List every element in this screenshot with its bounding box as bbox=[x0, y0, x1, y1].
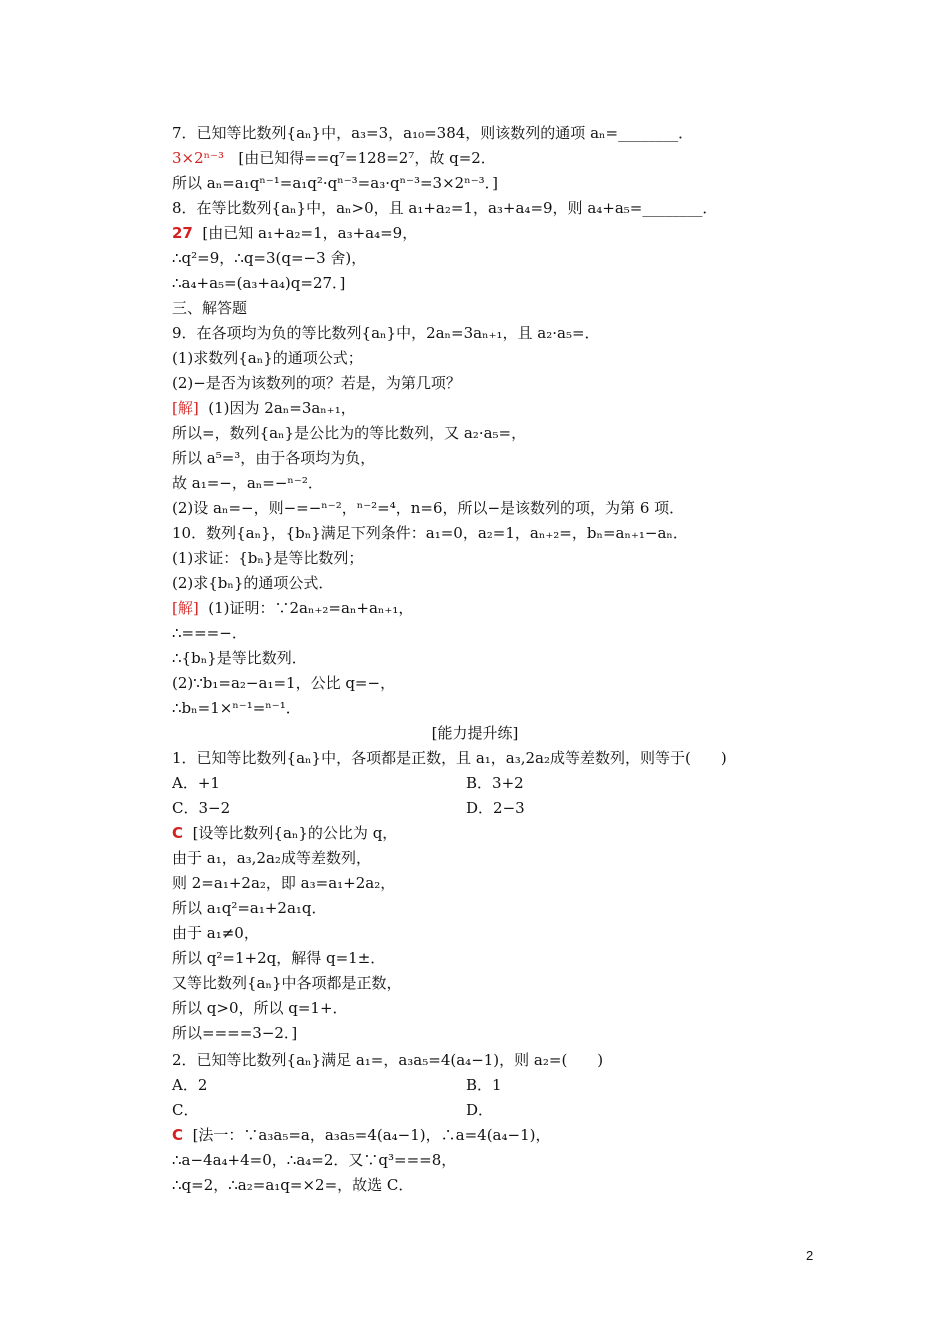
solution-tag-9: [解] bbox=[172, 399, 199, 417]
answer-7-line bbox=[172, 148, 812, 168]
answer-2-cont-1: ∴a−4a₄+4=0，∴a₄=2．又∵q³===8， bbox=[172, 1151, 457, 1169]
answer-7-value: 3×2ⁿ⁻³ bbox=[172, 149, 225, 167]
solution-tag-10: [解] bbox=[172, 599, 199, 617]
section-title-ability: [能力提升练] bbox=[431, 724, 519, 742]
question-1: 1．已知等比数列{aₙ}中，各项都是正数，且 a₁，a₃,2a₂成等差数列，则等于( ) bbox=[172, 749, 727, 767]
option-1-d: D．2−3 bbox=[466, 799, 525, 817]
question-7: 7．已知等比数列{aₙ}中，a₃=3，a₁₀=384，则该数列的通项 aₙ=________． bbox=[172, 124, 694, 142]
solution-10-text: (1)证明：∵2aₙ₊₂=aₙ+aₙ₊₁， bbox=[208, 599, 414, 617]
answer-8-explanation: [由已知 a₁+a₂=1，a₃+a₄=9， bbox=[202, 224, 418, 242]
answer-7-cont: 所以 aₙ=a₁qⁿ⁻¹=a₁q²·qⁿ⁻³=a₃·qⁿ⁻³=3×2ⁿ⁻³．] bbox=[172, 174, 498, 192]
question-9-part-2: (2)−是否为该数列的项？若是，为第几项？ bbox=[172, 374, 461, 392]
option-2-b: B．1 bbox=[466, 1076, 502, 1094]
section-heading-jieda: 三、解答题 bbox=[172, 299, 248, 317]
solution-9-text: (1)因为 2aₙ=3aₙ₊₁， bbox=[208, 399, 356, 417]
answer-1-cont-5: 所以 q²=1+2q，解得 q=1±． bbox=[172, 949, 386, 967]
option-2-c: C． bbox=[172, 1101, 199, 1119]
solution-9-line-4: 故 a₁=−，aₙ=−ⁿ⁻²． bbox=[172, 474, 323, 492]
answer-1-explanation: [设等比数列{aₙ}的公比为 q， bbox=[192, 824, 398, 842]
solution-10-line-3: ∴{bₙ}是等比数列． bbox=[172, 649, 307, 667]
answer-7-explanation: [由已知得==q⁷=128=2⁷，故 q=2． bbox=[238, 149, 496, 167]
options-1-row-1 bbox=[172, 773, 812, 793]
answer-1-cont-8: 所以====3−2．] bbox=[172, 1024, 298, 1042]
answer-8-line bbox=[172, 223, 812, 243]
option-1-b: B．3+2 bbox=[466, 774, 524, 792]
question-8: 8．在等比数列{aₙ}中，aₙ>0，且 a₁+a₂=1，a₃+a₄=9，则 a₄+a₅=________． bbox=[172, 199, 718, 217]
question-10-part-2: (2)求{bₙ}的通项公式． bbox=[172, 574, 334, 592]
answer-1-choice: C bbox=[172, 824, 184, 842]
option-1-c: C．3−2 bbox=[172, 799, 231, 817]
solution-10-line-1 bbox=[172, 598, 812, 618]
answer-1-cont-4: 由于 a₁≠0， bbox=[172, 924, 259, 942]
solution-10-line-2: ∴===−． bbox=[172, 624, 247, 642]
option-1-a: A．+1 bbox=[172, 774, 220, 792]
solution-9-line-5: (2)设 aₙ=−，则−=−ⁿ⁻²，ⁿ⁻²=⁴，n=6，所以−是该数列的项，为第 6 项． bbox=[172, 499, 685, 517]
solution-9-line-2: 所以=，数列{aₙ}是公比为的等比数列，又 a₂·a₅=， bbox=[172, 424, 527, 442]
answer-2-line bbox=[172, 1125, 812, 1145]
answer-8-value: 27 bbox=[172, 224, 193, 242]
answer-2-choice: C bbox=[172, 1126, 184, 1144]
options-2-row-1 bbox=[172, 1075, 812, 1095]
answer-2-cont-2: ∴q=2，∴a₂=a₁q=×2=，故选 C． bbox=[172, 1176, 414, 1194]
answer-8-cont-2: ∴a₄+a₅=(a₃+a₄)q=27．] bbox=[172, 274, 346, 292]
answer-1-cont-3: 所以 a₁q²=a₁+2a₁q． bbox=[172, 899, 327, 917]
question-10-part-1: (1)求证：{bₙ}是等比数列； bbox=[172, 549, 364, 567]
answer-8-cont-1: ∴q²=9，∴q=3(q=−3 舍)， bbox=[172, 249, 367, 267]
question-9-part-1: (1)求数列{aₙ}的通项公式； bbox=[172, 349, 363, 367]
answer-1-cont-7: 所以 q>0，所以 q=1+． bbox=[172, 999, 348, 1017]
answer-1-cont-1: 由于 a₁，a₃,2a₂成等差数列， bbox=[172, 849, 371, 867]
question-9: 9．在各项均为负的等比数列{aₙ}中，2aₙ=3aₙ₊₁，且 a₂·a₅=． bbox=[172, 324, 600, 342]
answer-1-cont-6: 又等比数列{aₙ}中各项都是正数， bbox=[172, 974, 402, 992]
options-1-row-2 bbox=[172, 798, 812, 818]
page-number: 2 bbox=[806, 1248, 814, 1263]
answer-1-cont-2: 则 2=a₁+2a₂，即 a₃=a₁+2a₂， bbox=[172, 874, 396, 892]
solution-9-line-3: 所以 a⁵=³，由于各项均为负， bbox=[172, 449, 376, 467]
answer-1-line bbox=[172, 823, 812, 843]
question-10: 10．数列{aₙ}，{bₙ}满足下列条件：a₁=0，a₂=1，aₙ₊₂=，bₙ=aₙ₊₁−aₙ． bbox=[172, 524, 688, 542]
option-2-d: D． bbox=[466, 1101, 494, 1119]
solution-10-line-5: ∴bₙ=1×ⁿ⁻¹=ⁿ⁻¹． bbox=[172, 699, 301, 717]
options-2-row-2 bbox=[172, 1100, 812, 1120]
solution-9-line-1 bbox=[172, 398, 812, 418]
solution-10-line-4: (2)∵b₁=a₂−a₁=1，公比 q=−， bbox=[172, 674, 396, 692]
option-2-a: A．2 bbox=[172, 1076, 208, 1094]
question-2: 2．已知等比数列{aₙ}满足 a₁=，a₃a₅=4(a₄−1)，则 a₂=( ) bbox=[172, 1051, 604, 1069]
answer-2-explanation: [法一：∵a₃a₅=a，a₃a₅=4(a₄−1)，∴a=4(a₄−1)， bbox=[192, 1126, 551, 1144]
